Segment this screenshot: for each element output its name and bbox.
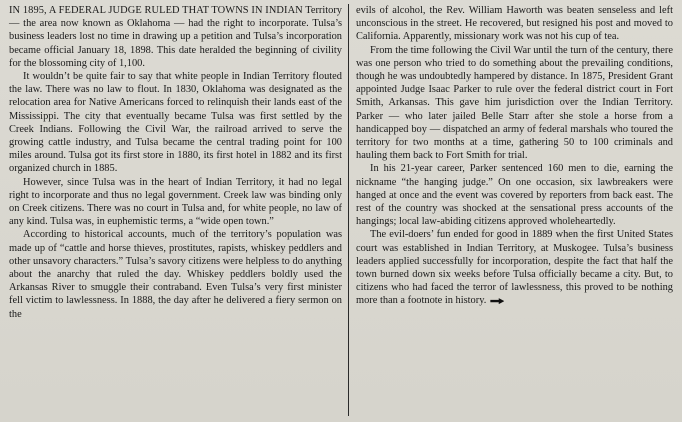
article-paragraph-7: In his 21-year career, Parker sentenced 160 men to die, earning the nickname “the hanging judge.” On one occasion, six lawbreakers were hanged at once and the event was covered by reporters from back east. The rest of the country was shocked at the sensational press accounts of the hangings; local law-abiding citizens approved wholeheartedly. [356,163,673,228]
pointing-hand-icon [490,298,504,304]
paragraph-text: The evil-doers’ fun ended for good in 1889 when the first United States court was established in Indian Territory, at Muskogee. Tulsa’s business leaders applied successfully for incorporation, despite the fact that half the town burned down six weeks before Tulsa officially became a city. But, to citizens who had faced the terror of lawlessness, this proved to be nothing more than a footnote in history. [356,229,673,307]
article-paragraph-5: evils of alcohol, the Rev. William Haworth was beaten senseless and left unconscious in the street. He recovered, but resigned his post and moved to California. Apparently, missionary work was not his cup of tea. [356,5,673,43]
article-right-column [356,4,673,308]
article-paragraph-2: It wouldn’t be quite fair to say that white people in Indian Territory flouted the law. There was no law to flout. In 1830, Oklahoma was designated as the relocation area for Native Americans forced to relinquish their lands east of the Mississippi. The city that eventually became Tulsa was first settled by the Creek Indians. Following the Civil War, the railroad arrived to serve the growing cattle industry, and Tulsa became the central trading point for 100 miles around. Tulsa got its first store in 1880, its first hotel in 1882 and its first organized church in 1885. [9,71,342,175]
article-paragraph-1 [9,4,342,70]
article-left-column [9,4,342,321]
lead-in-caps: IN 1895, A FEDERAL JUDGE RULED THAT TOWNS IN INDIAN [9,5,303,16]
article-paragraph-4: According to historical accounts, much of the territory’s population was made up of “cattle and horse thieves, prostitutes, rapists, whiskey peddlers and other unsavory characters.” Tulsa’s savory citizens were helpless to do anything about the anarchy that ruled the day. Whiskey peddlers boldly used the Arkansas River to smuggle their contraband. Even Tulsa’s very first minister fell victim to lawlessness. In 1888, the day after he delivered a fiery sermon on the [9,229,342,320]
article-paragraph-3: However, since Tulsa was in the heart of Indian Territory, it had no legal right to incorporate and thus no legal government. Creek law was binding only on Creek citizens. There was no court in Tulsa and, for white people, no law of any kind. Tulsa was, in euphemistic terms, a “wide open town.” [9,176,342,228]
article-paragraph-8 [356,228,673,307]
column-divider [348,4,349,416]
paragraph-text: Territory — the area now known as Oklahoma — had the right to incorporate. Tulsa’s business leaders lost no time in drawing up a petition and Tulsa’s incorporation became official January 18, 1898. This date heralded the beginning of civility for the blossoming city of 1,100. [9,5,342,69]
article-paragraph-6: From the time following the Civil War until the turn of the century, there was one person who tried to do something about the prevailing conditions, though he was undoubtedly hampered by distance. In 1875, President Grant appointed Judge Isaac Parker to rule over the federal district court in Fort Smith, Arkansas. This gave him jurisdiction over the Indian Territory. Parker — who later jailed Belle Starr after she stole a horse from a handicapped boy — dispatched an army of federal marshals who toured the territory for two months at a time, gathering 50 to 100 criminals and hauling them back to Fort Smith for trial. [356,44,673,162]
